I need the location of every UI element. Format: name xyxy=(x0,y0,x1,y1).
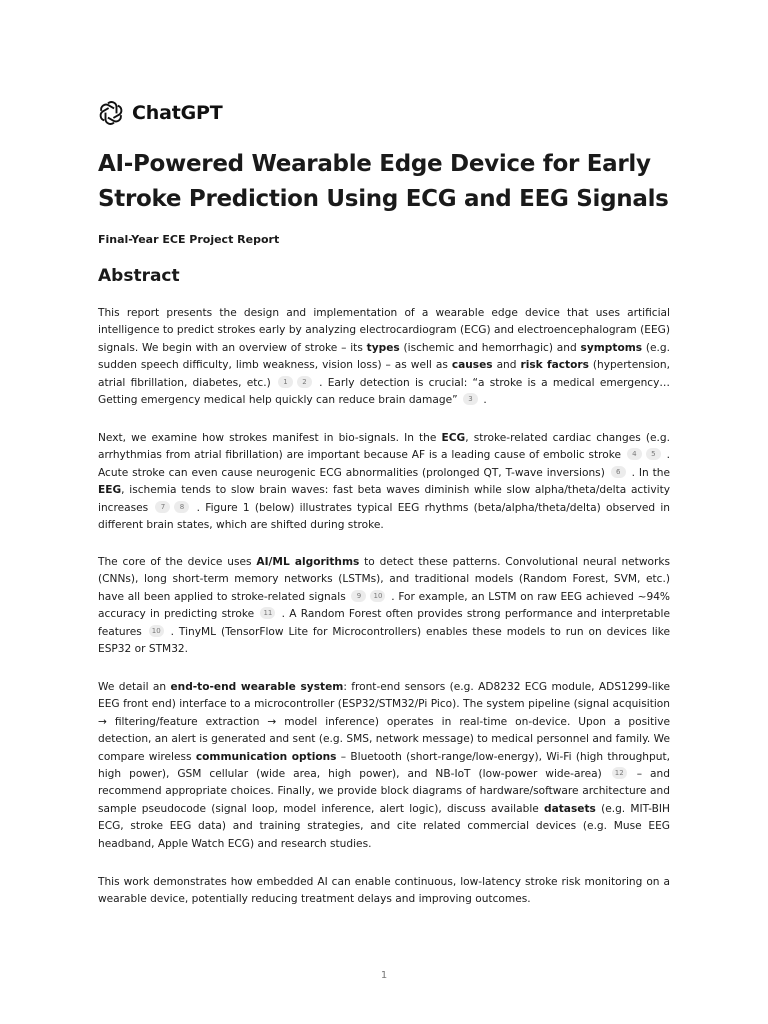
text-run: to detect these patterns. Convolutional neural networks (CNNs), long short-term memory networks (LSTMs), and traditional models (Random Forest, SVM, etc.) have all been applied to stroke-related signals xyxy=(98,556,670,603)
text-run: – Bluetooth (short-range/low-energy), Wi-Fi (high throughput, high power), GSM cellular (wide area, high power), and NB-IoT (low-power wide-area) xyxy=(98,750,670,781)
text-run: (e.g. sudden speech difficulty, limb weakness, vision loss) – as well as xyxy=(98,341,670,372)
bold-term: AI/ML algorithms xyxy=(256,556,360,568)
bold-term: risk factors xyxy=(520,359,589,372)
bold-term: EEG xyxy=(98,484,122,497)
citation-badge[interactable]: 12 xyxy=(612,767,627,779)
abstract-heading: Abstract xyxy=(98,266,180,286)
abstract-paragraph-5 xyxy=(98,874,670,909)
abstract-paragraph-3 xyxy=(98,554,670,658)
bold-term: types xyxy=(366,341,400,354)
bold-term: ECG xyxy=(441,432,466,444)
text-run: , stroke-related cardiac changes (e.g. arrhythmias from atrial fibrillation) are important because AF is a leading cause of embolic stroke xyxy=(98,432,670,462)
citation-badge[interactable]: 6 xyxy=(611,466,626,478)
bold-term: symptoms xyxy=(580,341,643,354)
citation-badge[interactable]: 3 xyxy=(463,393,478,405)
text-run: (ischemic and hemorrhagic) and xyxy=(399,341,581,354)
text-run: – and recommend appropriate choices. Finally, we provide block diagrams of hardware/software architecture and sample pseudocode (signal loop, model inference, alert logic), discuss available xyxy=(98,768,670,815)
citation-badge[interactable]: 1 xyxy=(278,376,293,388)
text-run: . For example, an LSTM on raw EEG achieved ~94% accuracy in predicting stroke xyxy=(98,590,671,621)
text-run: The core of the device uses xyxy=(98,556,257,568)
text-run: This report presents the design and implementation of a wearable edge device that uses artificial intelligence to predict strokes early by analyzing electrocardiogram (ECG) and electroencephalogram (EEG) signals. We begin with an overview of stroke – its xyxy=(98,307,670,354)
abstract-paragraph-4 xyxy=(98,679,670,853)
text-run: . xyxy=(479,394,487,407)
brand-header xyxy=(98,100,222,126)
text-run: , ischemia tends to slow brain waves: fast beta waves diminish while slow alpha/theta/delta activity increases xyxy=(98,484,670,514)
citation-badge[interactable]: 11 xyxy=(260,607,275,619)
bold-term: communication options xyxy=(195,750,337,763)
text-run: . TinyML (TensorFlow Lite for Microcontrollers) enables these models to run on devices like ESP32 or STM32. xyxy=(98,625,670,656)
brand-name: ChatGPT xyxy=(132,102,223,124)
page-number: 1 xyxy=(380,970,388,981)
text-run: . Acute stroke can even cause neurogenic ECG abnormalities (prolonged QT, T-wave inversions) xyxy=(98,449,670,479)
text-run: . In the xyxy=(627,466,670,479)
text-run: Next, we examine how strokes manifest in bio-signals. In the xyxy=(98,432,442,444)
citation-badge[interactable]: 4 xyxy=(627,448,642,460)
abstract-paragraph-1 xyxy=(98,305,670,409)
citation-badge[interactable]: 2 xyxy=(297,376,312,388)
openai-logo-icon xyxy=(98,100,124,126)
bold-term: end-to-end wearable system xyxy=(170,681,344,693)
citation-badge[interactable]: 10 xyxy=(370,590,385,602)
citation-badge[interactable]: 5 xyxy=(646,448,661,460)
bold-term: causes xyxy=(451,359,493,372)
document-title: AI-Powered Wearable Edge Device for Early Stroke Prediction Using ECG and EEG Signals xyxy=(98,151,669,212)
text-run: . Early detection is crucial: “a stroke is a medical emergency… Getting emergency medical help quickly can reduce brain damage” xyxy=(98,376,670,407)
document-subtitle: Final-Year ECE Project Report xyxy=(98,233,280,246)
text-run: . A Random Forest often provides strong performance and interpretable features xyxy=(98,608,670,638)
text-run: We detail an xyxy=(98,681,171,693)
citation-badge[interactable]: 10 xyxy=(149,625,164,637)
citation-badge[interactable]: 8 xyxy=(174,501,189,513)
abstract-paragraph-2 xyxy=(98,430,670,534)
text-run: and xyxy=(492,359,521,372)
text-run: : front-end sensors (e.g. AD8232 ECG module, ADS1299-like EEG front end) interface to a microcontroller (ESP32/STM32/Pi Pico). The system pipeline (signal acquisition → filtering/feature extraction → model inference) operates in real-time on-device. Upon a positive detection, an alert is generated and sent (e.g. SMS, network message) to medical personnel and family. We compare wireless xyxy=(98,681,670,763)
text-run: This work demonstrates how embedded AI can enable continuous, low-latency stroke risk monitoring on a wearable device, potentially reducing treatment delays and improving outcomes. xyxy=(98,876,670,906)
text-run: (e.g. MIT-BIH ECG, stroke EEG data) and training strategies, and cite related commercial devices (e.g. Muse EEG headband, Apple Watch ECG) and research studies. xyxy=(98,802,670,850)
citation-badge[interactable]: 7 xyxy=(155,501,170,513)
citation-badge[interactable]: 9 xyxy=(351,590,366,602)
text-run: . Figure 1 (below) illustrates typical EEG rhythms (beta/alpha/theta/delta) observed in different brain states, which are shifted during stroke. xyxy=(98,501,670,532)
bold-term: datasets xyxy=(544,802,596,815)
text-run: (hypertension, atrial fibrillation, diabetes, etc.) xyxy=(98,359,670,389)
